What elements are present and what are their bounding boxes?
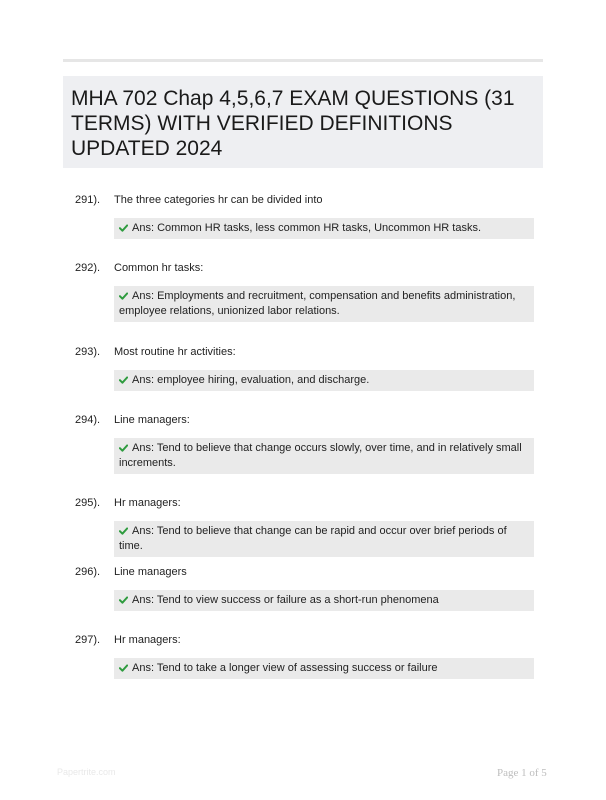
question-text: Line managers — [114, 566, 187, 578]
answer-prefix: Ans: — [132, 374, 158, 386]
answer-box — [114, 658, 534, 679]
footer-watermark: Papertrite.com — [57, 767, 116, 777]
answer-text: Tend to take a longer view of assessing success or failure — [156, 662, 438, 674]
page-number: Page 1 of 5 — [497, 767, 547, 779]
top-rule — [63, 59, 543, 62]
answer-text: Tend to believe that change can be rapid and occur over brief periods of time. — [119, 525, 507, 552]
answer-box — [114, 521, 534, 557]
answer-box — [114, 218, 534, 239]
question-number: 295). — [75, 497, 101, 509]
question-text: Line managers: — [114, 414, 190, 426]
answer-prefix: Ans: — [132, 525, 157, 537]
check-icon — [119, 527, 128, 535]
answer-prefix: Ans: — [132, 290, 158, 302]
answer-box — [114, 590, 534, 611]
check-icon — [119, 596, 128, 604]
answer-text: employee hiring, evaluation, and discharge. — [157, 374, 370, 386]
question-number: 293). — [75, 346, 101, 358]
answer-prefix: Ans: — [132, 594, 157, 606]
check-icon — [119, 224, 128, 232]
question-number: 296). — [75, 566, 101, 578]
check-icon — [119, 376, 128, 384]
answer-text: Common HR tasks, less common HR tasks, Uncommon HR tasks. — [157, 222, 482, 234]
question-text: Hr managers: — [114, 634, 181, 646]
answer-box — [114, 286, 534, 322]
check-icon — [119, 444, 128, 452]
title-box — [63, 76, 543, 168]
answer-text: Employments and recruitment, compensation and benefits administration, employee relations, unionized labor relations. — [119, 290, 516, 317]
question-number: 297). — [75, 634, 101, 646]
document-title: MHA 702 Chap 4,5,6,7 EXAM QUESTIONS (31 TERMS) WITH VERIFIED DEFINITIONS UPDATED 2024 — [71, 87, 515, 160]
answer-box — [114, 438, 534, 474]
answer-prefix: Ans: — [132, 662, 157, 674]
question-text: The three categories hr can be divided into — [114, 194, 323, 206]
answer-text: Tend to believe that change occurs slowly, over time, and in relatively small increments. — [119, 442, 522, 469]
answer-text: Tend to view success or failure as a short-run phenomena — [156, 594, 439, 606]
answer-prefix: Ans: — [132, 442, 157, 454]
question-number: 292). — [75, 262, 101, 274]
question-number: 291). — [75, 194, 101, 206]
question-text: Common hr tasks: — [114, 262, 204, 274]
check-icon — [119, 292, 128, 300]
answer-box — [114, 370, 534, 391]
question-text: Hr managers: — [114, 497, 181, 509]
answer-prefix: Ans: — [132, 222, 158, 234]
check-icon — [119, 664, 128, 672]
question-text: Most routine hr activities: — [114, 346, 236, 358]
question-number: 294). — [75, 414, 101, 426]
